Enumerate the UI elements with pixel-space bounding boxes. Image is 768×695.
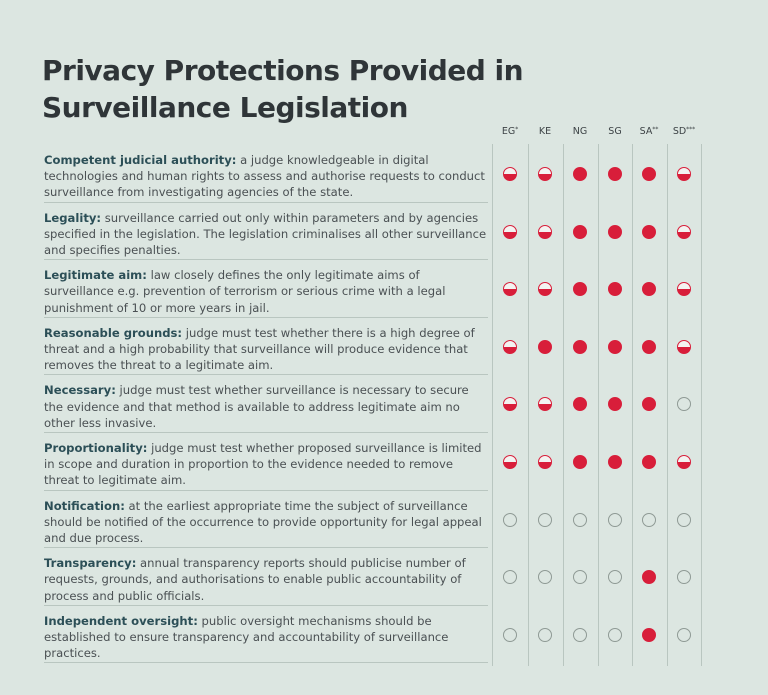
row-divider [44,202,488,203]
full-circle-mark [642,628,656,642]
empty-circle-mark [573,570,587,584]
full-circle-mark [573,225,587,239]
criterion-description: a judge knowledgeable in digital technologies and human rights to assess and authorise requests to conduct surveillance from investigating agencies of the state. [44,153,485,200]
empty-circle-mark [608,513,622,527]
half-circle-mark [677,225,691,239]
column-divider [563,144,564,666]
full-circle-mark [573,397,587,411]
criterion-row [44,267,488,316]
criterion-term: Proportionality: [44,441,148,455]
full-circle-mark [573,455,587,469]
column-header-eg [492,126,528,137]
half-circle-mark [677,282,691,296]
footnote-mark: * [515,126,519,133]
empty-circle-mark [538,513,552,527]
criterion-term: Competent judicial authority: [44,153,237,167]
criterion-row [44,210,488,259]
full-circle-mark [608,397,622,411]
criterion-description: judge must test whether there is a high degree of threat and a high probability that surveillance will produce evidence that removes the threat to a legitimate aim. [44,325,475,373]
half-circle-mark [503,397,517,411]
half-circle-mark [677,167,691,181]
criterion-row [44,555,488,604]
column-label: SD [672,126,687,137]
column-divider [667,144,668,666]
criterion-row [44,382,488,431]
criterion-row [44,613,488,662]
half-circle-mark [677,340,691,354]
column-header-ng [562,126,598,137]
column-label: NG [572,126,588,137]
half-circle-mark [538,225,552,239]
half-circle-mark [503,225,517,239]
empty-circle-mark [677,628,691,642]
full-circle-mark [608,340,622,354]
criterion-row [44,440,488,489]
criterion-term: Notification: [44,498,125,513]
full-circle-mark [608,455,622,469]
half-circle-mark [503,455,517,469]
full-circle-mark [608,282,622,296]
empty-circle-mark [677,513,691,527]
full-circle-mark [573,167,587,181]
criterion-term: Reasonable grounds: [44,325,183,340]
full-circle-mark [538,340,552,354]
column-header-sa [631,126,667,137]
empty-circle-mark [503,570,517,584]
row-divider [44,374,488,375]
column-label: SA [639,126,653,137]
column-label: SG [608,126,622,137]
empty-circle-mark [677,570,691,584]
criterion-description: judge must test whether surveillance is necessary to secure the evidence and that method is available to address legitimate aim no other less invasive. [44,383,469,430]
column-divider [701,144,702,666]
column-label: EG [501,126,516,137]
criterion-description: judge must test whether proposed surveillance is limited in scope and duration in proportion to the evidence needed to remove threat to legitimate aim. [44,441,482,488]
full-circle-mark [642,225,656,239]
row-divider [44,432,488,433]
criterion-row [44,325,488,374]
chart-title [42,52,523,126]
half-circle-mark [503,340,517,354]
full-circle-mark [642,282,656,296]
footnote-mark: *** [686,126,696,133]
criterion-description: surveillance carried out only within parameters and by agencies specified in the legislation. The legislation criminalises all other surveillance and specifies penalties. [44,210,487,257]
half-circle-mark [538,455,552,469]
column-header-sg [597,126,633,137]
column-divider [632,144,633,666]
full-circle-mark [573,282,587,296]
row-divider [44,259,488,260]
criterion-term: Legality: [44,210,102,225]
row-divider [44,490,488,491]
full-circle-mark [642,167,656,181]
empty-circle-mark [573,628,587,642]
empty-circle-mark [503,628,517,642]
criterion-term: Transparency: [44,556,137,571]
column-header-ke [527,126,563,137]
row-divider [44,317,488,318]
column-divider [598,144,599,666]
half-circle-mark [503,167,517,181]
half-circle-mark [538,167,552,181]
empty-circle-mark [538,570,552,584]
column-divider [492,144,493,666]
title-line-2: Surveillance Legislation [42,91,408,124]
half-circle-mark [503,282,517,296]
criterion-description: at the earliest appropriate time the subject of surveillance should be notified of the occurrence to provide opportunity for legal appeal and due process. [44,498,482,545]
criterion-description: annual transparency reports should publicise number of requests, grounds, and authorisations to enable public accountability of process and public officials. [44,556,466,603]
empty-circle-mark [677,397,691,411]
criterion-row [44,498,488,547]
full-circle-mark [608,167,622,181]
half-circle-mark [677,455,691,469]
column-header-sd [666,126,702,137]
criterion-term: Legitimate aim: [44,268,147,283]
empty-circle-mark [573,513,587,527]
criterion-description: public oversight mechanisms should be established to ensure transparency and accountability of surveillance practices. [44,613,449,661]
half-circle-mark [538,282,552,296]
full-circle-mark [573,340,587,354]
half-circle-mark [538,397,552,411]
column-divider [528,144,529,666]
row-divider [44,662,488,663]
full-circle-mark [608,225,622,239]
empty-circle-mark [642,513,656,527]
footnote-mark: ** [652,126,659,133]
full-circle-mark [642,340,656,354]
column-label: KE [538,126,552,137]
row-divider [44,605,488,606]
criterion-description: law closely defines the only legitimate aims of surveillance e.g. prevention of terrorism or serious crime with a legal punishment of 10 or more years in jail. [44,268,446,315]
empty-circle-mark [608,570,622,584]
empty-circle-mark [538,628,552,642]
empty-circle-mark [503,513,517,527]
criterion-term: Independent oversight: [44,613,198,628]
full-circle-mark [642,455,656,469]
full-circle-mark [642,570,656,584]
row-divider [44,547,488,548]
criterion-row [44,152,488,201]
title-line-1: Privacy Protections Provided in [42,54,524,87]
full-circle-mark [642,397,656,411]
criterion-term: Necessary: [44,383,116,398]
empty-circle-mark [608,628,622,642]
